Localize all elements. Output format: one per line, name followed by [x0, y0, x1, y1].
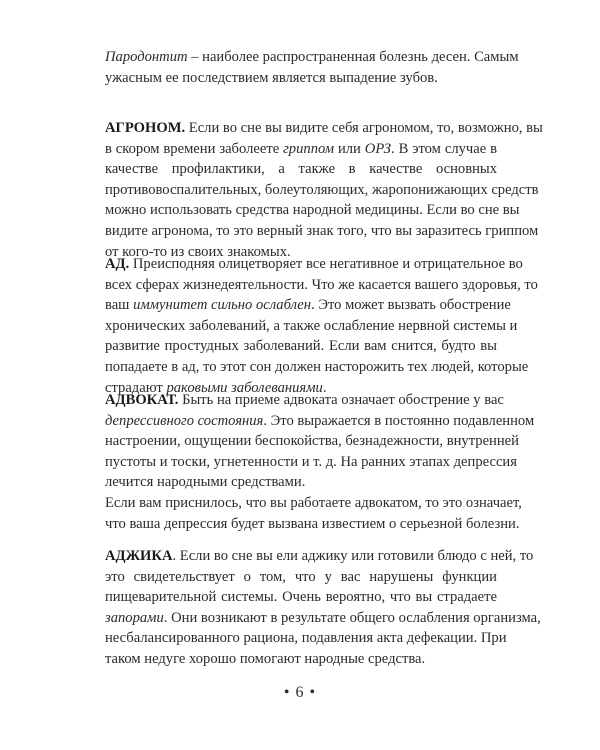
text-run: ваш	[105, 297, 134, 314]
emphasis: Пародонтит	[105, 49, 188, 65]
emphasis: ОРЗ	[364, 140, 391, 157]
text-line	[105, 200, 520, 221]
text-run: Если вам приснилось, что вы работаете адвокатом, то это означает,	[105, 494, 522, 511]
text-line	[105, 336, 497, 357]
text-line	[105, 295, 511, 316]
text-run: – наиболее распространенная болезнь десен. Самым	[187, 49, 519, 65]
text-run: страдают	[105, 379, 167, 396]
text-line	[105, 546, 534, 567]
text-run: пустоты и тоски, угнетенности и т. д. На ранних этапах депрессия	[105, 453, 517, 470]
emphasis: иммунитет сильно ослаблен	[133, 297, 312, 314]
text-line	[105, 567, 497, 588]
text-line	[105, 118, 543, 139]
text-run: . Это может вызвать обострение	[311, 297, 511, 314]
text-run: видите агронома, то это верный знак того, что вы заразитесь гриппом	[105, 222, 539, 239]
text-line	[105, 472, 497, 493]
text-run: можно использовать средства народной медицины. Если во сне вы	[105, 202, 520, 219]
text-run: настроении, ощущении беспокойства, безнадежности, внутренней	[105, 433, 519, 450]
text-line	[105, 68, 497, 89]
text-line	[105, 275, 538, 296]
text-run: в скором времени заболеете	[105, 140, 284, 157]
text-run: противовоспалительных, болеутоляющих, жаропонижающих средств	[105, 181, 539, 198]
text-line	[105, 628, 507, 649]
text-run: развитие простудных заболеваний. Если вам снится, будто вы	[105, 338, 497, 355]
text-run: Быть на приеме адвоката означает обострение у вас	[178, 392, 504, 408]
paragraph-parodontit	[105, 47, 519, 88]
text-line	[105, 254, 523, 275]
text-run: это свидетельствует о том, что у вас нарушены функции	[105, 568, 497, 585]
text-line	[105, 431, 519, 452]
text-run: ужасным ее последствием является выпадение зубов.	[105, 69, 438, 86]
text-run: попадаете в ад, то этот сон должен насторожить тех людей, которые	[105, 358, 529, 375]
paragraph-agronom	[105, 118, 543, 262]
text-run: или	[334, 140, 365, 157]
paragraph-adzhika	[105, 546, 541, 670]
page-number: • 6 •	[283, 684, 317, 701]
text-line	[105, 452, 517, 473]
text-line	[105, 316, 518, 337]
text-run: несбалансированного рациона, подавления акта дефекации. При	[105, 630, 507, 647]
text-line	[105, 139, 497, 160]
text-run: Преисподняя олицетворяет все негативное и отрицательное во	[129, 256, 523, 272]
text-run: . Если во сне вы ели аджику или готовили блюдо с ней, то	[172, 548, 534, 564]
text-line	[105, 514, 520, 535]
text-line	[105, 411, 535, 432]
paragraph-ad	[105, 254, 538, 398]
text-line	[105, 357, 529, 378]
emphasis: гриппом	[283, 140, 335, 157]
entry-heading: АДВОКАТ.	[105, 392, 179, 408]
text-line	[105, 159, 497, 180]
text-run: что ваша депрессия будет вызвана известием о серьезной болезни.	[105, 515, 520, 532]
text-run: лечится народными средствами.	[105, 474, 306, 491]
text-line	[105, 221, 539, 242]
text-run: всех сферах жизнедеятельности. Что же касается вашего здоровья, то	[105, 276, 538, 293]
text-line	[105, 390, 504, 411]
text-run: хронических заболеваний, а также ослабление нервной системы и	[105, 317, 518, 334]
text-run: пищеварительной системы. Очень вероятно, что вы страдаете	[105, 589, 497, 606]
text-run: от кого-то из своих знакомых.	[105, 243, 291, 260]
text-line	[105, 587, 497, 608]
entry-heading: АД.	[105, 256, 130, 272]
text-line	[105, 608, 541, 629]
text-line	[105, 649, 497, 670]
entry-heading: АДЖИКА	[105, 548, 173, 564]
emphasis: запорами	[105, 609, 164, 626]
text-run: .	[322, 379, 327, 396]
text-run: качестве профилактики, а также в качестве основных	[105, 161, 497, 178]
text-run: . Это выражается в постоянно подавленном	[263, 412, 535, 429]
text-run: таком недуге хорошо помогают народные средства.	[105, 650, 426, 667]
text-run: Если во сне вы видите себя агрономом, то, возможно, вы	[185, 120, 543, 136]
paragraph-advokat	[105, 390, 535, 534]
text-line	[105, 47, 519, 68]
emphasis: депрессивного состояния	[105, 412, 264, 429]
entry-heading: АГРОНОМ.	[105, 120, 186, 136]
emphasis: раковыми заболеваниями	[166, 379, 323, 396]
text-run: . Они возникают в результате общего ослабления организма,	[163, 609, 541, 626]
text-line	[105, 180, 539, 201]
text-line	[105, 493, 522, 514]
text-run: . В этом случае в	[391, 140, 498, 157]
